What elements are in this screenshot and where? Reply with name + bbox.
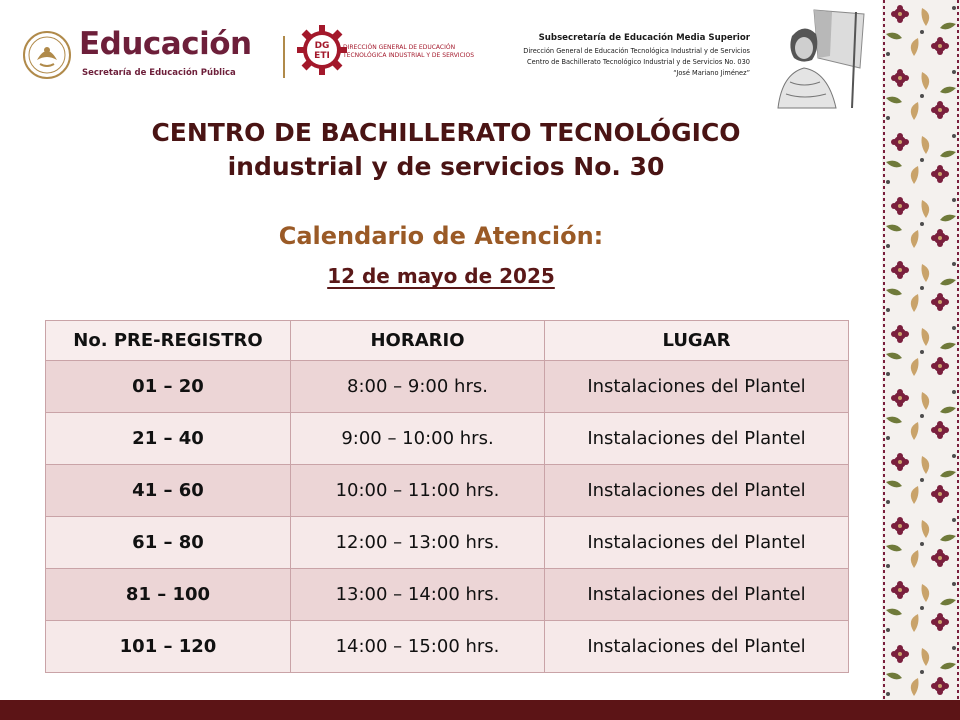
- edu-logo-subtitle: Secretaría de Educación Pública: [82, 68, 236, 78]
- table-row: [46, 569, 849, 621]
- sep-logo: [22, 28, 282, 92]
- cell-lugar: Instalaciones del Plantel: [545, 413, 849, 465]
- cell-horario: 9:00 – 10:00 hrs.: [291, 413, 545, 465]
- cell-preregistro: 101 – 120: [46, 621, 291, 673]
- svg-text:DG: DG: [314, 41, 330, 51]
- table-row: [46, 621, 849, 673]
- table-row: [46, 413, 849, 465]
- cell-preregistro: 61 – 80: [46, 517, 291, 569]
- title-line-2: industrial y de servicios No. 30: [227, 152, 665, 181]
- cell-lugar: Instalaciones del Plantel: [545, 361, 849, 413]
- national-seal-icon: [22, 30, 72, 80]
- cell-horario: 8:00 – 9:00 hrs.: [291, 361, 545, 413]
- svg-text:ETI: ETI: [314, 51, 330, 61]
- cell-preregistro: 01 – 20: [46, 361, 291, 413]
- cell-preregistro: 81 – 100: [46, 569, 291, 621]
- cell-preregistro: 41 – 60: [46, 465, 291, 517]
- table-row: [46, 361, 849, 413]
- cell-horario: 13:00 – 14:00 hrs.: [291, 569, 545, 621]
- institution-line-3: Centro de Bachillerato Tecnológico Industrial y de Servicios No. 030: [527, 58, 750, 66]
- title-line-1: CENTRO DE BACHILLERATO TECNOLÓGICO: [151, 118, 741, 147]
- footer-bar: [0, 700, 960, 720]
- header-divider: [283, 36, 285, 78]
- institution-block: [450, 33, 750, 79]
- edu-logo-wordmark: Educación: [79, 26, 252, 62]
- page-title: [0, 116, 892, 184]
- column-header-lugar: LUGAR: [545, 321, 849, 361]
- embroidery-border-decoration: [882, 0, 960, 700]
- column-header-horario: HORARIO: [291, 321, 545, 361]
- column-header-preregistro: No. PRE-REGISTRO: [46, 321, 291, 361]
- cell-lugar: Instalaciones del Plantel: [545, 621, 849, 673]
- cell-preregistro: 21 – 40: [46, 413, 291, 465]
- table-row: [46, 465, 849, 517]
- institution-line-4: “José Mariano Jiménez”: [673, 69, 750, 77]
- dgeti-gear-icon: [296, 24, 348, 76]
- cell-horario: 10:00 – 11:00 hrs.: [291, 465, 545, 517]
- schedule-table: [45, 320, 849, 673]
- cell-horario: 12:00 – 13:00 hrs.: [291, 517, 545, 569]
- institution-line-1: Subsecretaría de Educación Media Superior: [538, 33, 750, 43]
- table-header-row: [46, 321, 849, 361]
- dgeti-text: DIRECCIÓN GENERAL DE EDUCACIÓN TECNOLÓGICA INDUSTRIAL Y DE SERVICIOS: [343, 44, 475, 59]
- heroine-flag-illustration: [752, 8, 868, 110]
- event-date: 12 de mayo de 2025: [327, 264, 555, 288]
- cell-lugar: Instalaciones del Plantel: [545, 569, 849, 621]
- cell-lugar: Instalaciones del Plantel: [545, 465, 849, 517]
- table-row: [46, 517, 849, 569]
- cell-lugar: Instalaciones del Plantel: [545, 517, 849, 569]
- calendar-subtitle: Calendario de Atención:: [278, 222, 604, 250]
- institution-line-2: Dirección General de Educación Tecnológica Industrial y de Servicios: [523, 47, 750, 55]
- cell-horario: 14:00 – 15:00 hrs.: [291, 621, 545, 673]
